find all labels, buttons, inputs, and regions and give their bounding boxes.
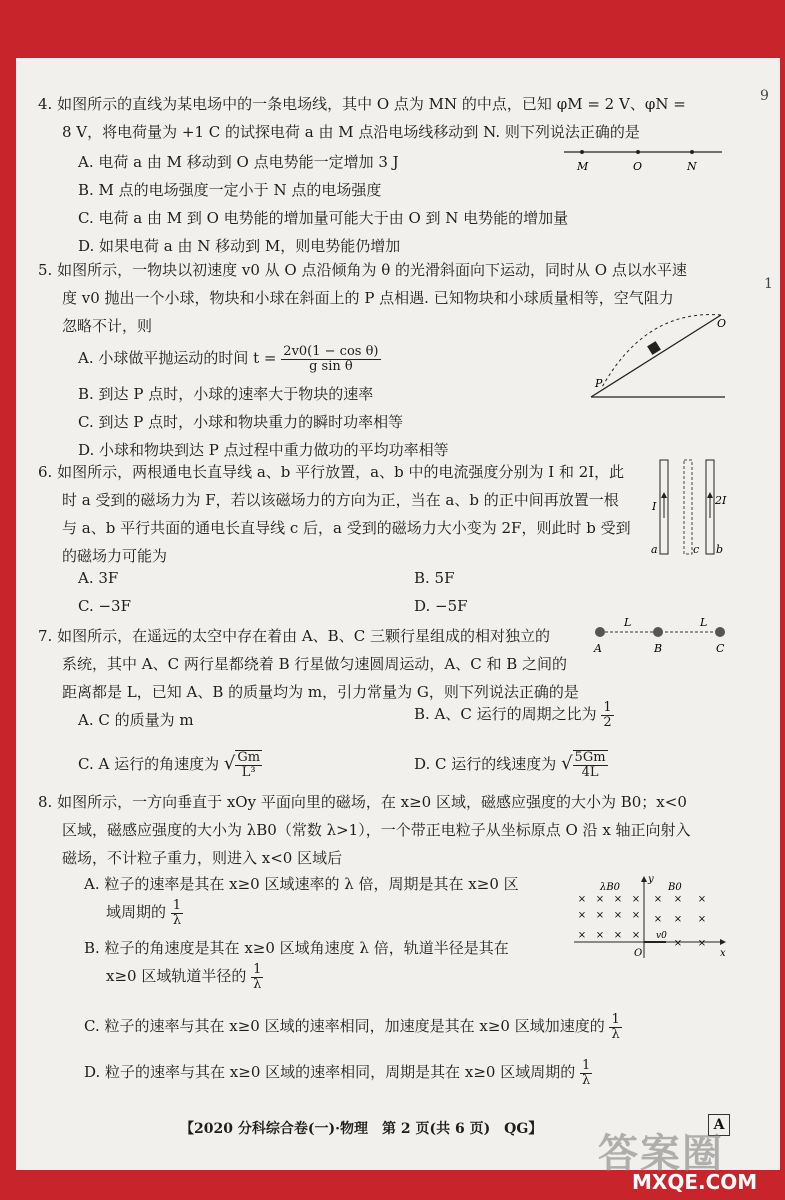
watermark-logo: 答案圈 bbox=[598, 1131, 724, 1177]
planet-a bbox=[595, 627, 605, 637]
label-b0: B0 bbox=[668, 882, 682, 893]
q7-option-b-text: B. A、C 运行的周期之比为 bbox=[414, 705, 597, 723]
fraction-numerator: 1 bbox=[582, 1057, 591, 1073]
label-i: I bbox=[652, 500, 657, 513]
field-cross-mark: × bbox=[673, 894, 683, 905]
label-x: x bbox=[720, 948, 726, 959]
q5-option-c: C. 到达 P 点时，小球和物块重力的瞬时功率相等 bbox=[78, 413, 404, 431]
q7-period-fraction bbox=[601, 701, 613, 730]
q5-option-b: B. 到达 P 点时，小球的速率大于物块的速率 bbox=[78, 385, 374, 403]
arrow-head bbox=[661, 492, 667, 498]
label-c: C bbox=[716, 642, 725, 655]
label-p: P bbox=[595, 377, 603, 390]
sqrt-icon: √ bbox=[561, 753, 573, 774]
q6-stem-line1: 6. 如图所示，两根通电长直导线 a、b 平行放置，a、b 中的电流强度分别为 I 和 2I，此 bbox=[38, 463, 625, 481]
q6-wires-figure bbox=[648, 456, 728, 560]
one-over-lambda bbox=[251, 963, 263, 992]
q5-stem-line3: 忽略不计，则 bbox=[62, 317, 153, 335]
label-2i: 2I bbox=[715, 494, 727, 507]
label-v0: v0 bbox=[656, 931, 667, 941]
sqrt-icon: √ bbox=[223, 753, 236, 774]
q7-stem-line3: 距离都是 L，已知 A、B 的质量均为 m，引力常量为 G，则下列说法正确的是 bbox=[62, 683, 579, 701]
q5-option-d: D. 小球和物块到达 P 点过程中重力做功的平均功率相等 bbox=[78, 441, 449, 459]
label-b: B bbox=[654, 642, 663, 655]
q6-stem-line2: 时 a 受到的磁场力为 F，若以该磁场力的方向为正，当在 a、b 的正中间再放置一根 bbox=[62, 491, 619, 509]
q8-option-d-text: D. 粒子的速率与其在 x≥0 区域的速率相同，周期是其在 x≥0 区域周期的 bbox=[84, 1063, 576, 1081]
q6-option-c: C. −3F bbox=[78, 597, 131, 615]
q7-option-a: A. C 的质量为 m bbox=[78, 711, 194, 729]
q5-stem-line2: 度 v0 抛出一个小球，物块和小球在斜面上的 P 点相遇. 已知物块和小球质量相等，空气阻力 bbox=[62, 289, 674, 307]
label-o: O bbox=[633, 160, 643, 173]
field-cross-mark: × bbox=[631, 930, 641, 941]
q8-option-c bbox=[84, 1012, 622, 1042]
fraction-numerator: 1 bbox=[253, 961, 262, 977]
one-over-lambda bbox=[580, 1059, 592, 1088]
field-cross-mark: × bbox=[653, 914, 663, 925]
q7-planets-figure bbox=[588, 614, 733, 658]
field-cross-mark: × bbox=[595, 910, 605, 921]
q7-stem-line2: 系统，其中 A、C 两行星都绕着 B 行星做匀速圆周运动，A、C 和 B 之间的 bbox=[62, 655, 568, 673]
q8-stem-line3: 磁场，不计粒子重力，则进入 x<0 区域后 bbox=[62, 849, 343, 867]
point-m bbox=[580, 150, 584, 154]
q6-stem-line4: 的磁场力可能为 bbox=[62, 547, 168, 565]
label-c: c bbox=[693, 543, 700, 556]
fraction-denominator: λ bbox=[172, 912, 182, 928]
fraction-denominator: λ bbox=[611, 1026, 620, 1042]
incline-surface bbox=[591, 315, 721, 397]
q8-stem-line1: 8. 如图所示，一方向垂直于 xOy 平面向里的磁场，在 x≥0 区域，磁感应强度的大小为 B0；x<0 bbox=[38, 793, 687, 811]
q7-linear-velocity-fraction bbox=[573, 750, 608, 780]
q8-option-a-line2 bbox=[106, 898, 183, 928]
q6-option-b: B. 5F bbox=[414, 569, 455, 587]
q4-option-c: C. 电荷 a 由 M 到 O 电势能的增加量可能大于由 O 到 N 电势能的增加量 bbox=[78, 209, 569, 227]
fraction-denominator: L³ bbox=[241, 765, 256, 780]
fraction-numerator: 1 bbox=[603, 699, 612, 715]
fraction-numerator: 1 bbox=[172, 897, 182, 913]
q7-option-c bbox=[78, 750, 262, 780]
q5-stem-line1: 5. 如图所示，一物块以初速度 v0 从 O 点沿倾角为 θ 的光滑斜面向下运动，同时从 O 点以水平速 bbox=[38, 261, 687, 279]
q4-field-line-figure bbox=[560, 140, 730, 176]
q7-option-b bbox=[414, 700, 614, 730]
field-cross-mark: × bbox=[697, 914, 707, 925]
field-cross-mark: × bbox=[577, 910, 587, 921]
field-cross-mark: × bbox=[577, 894, 587, 905]
fraction-denominator: g sin θ bbox=[309, 358, 353, 374]
q6-stem-line3: 与 a、b 平行共面的通电长直导线 c 后，a 受到的磁场力大小变为 2F，则此时 b 受到 bbox=[62, 519, 631, 537]
page-edge-mark: 1 bbox=[764, 276, 773, 292]
fraction-numerator: 2v0(1 − cos θ) bbox=[283, 343, 379, 359]
one-over-lambda bbox=[171, 899, 183, 928]
field-cross-mark: × bbox=[577, 930, 587, 941]
q5-option-a bbox=[78, 344, 381, 374]
q4-stem-line1: 4. 如图所示的直线为某电场中的一条电场线，其中 O 点为 MN 的中点，已知 φM = 2 V、φN = bbox=[38, 95, 686, 113]
label-b: b bbox=[716, 543, 724, 556]
label-l: L bbox=[624, 616, 632, 629]
q8-stem-line2: 区域，磁感应强度的大小为 λB0（常数 λ>1），一个带正电粒子从坐标原点 O 沿 x 轴正向射入 bbox=[62, 821, 691, 839]
q8-option-b-text: x≥0 区域轨道半径的 bbox=[106, 967, 247, 985]
q5-option-a-text: A. 小球做平抛运动的时间 t = bbox=[78, 349, 277, 367]
wire-c bbox=[684, 460, 692, 554]
field-cross-mark: × bbox=[595, 930, 605, 941]
q5-time-fraction bbox=[281, 345, 380, 374]
label-y: y bbox=[648, 874, 654, 885]
paper-version-tag: A bbox=[708, 1114, 730, 1136]
field-cross-mark: × bbox=[631, 910, 641, 921]
label-lambda-b0: λB0 bbox=[600, 882, 621, 893]
q5-incline-figure bbox=[585, 305, 735, 405]
fraction-denominator: λ bbox=[253, 976, 262, 992]
q7-option-c-text: C. A 运行的角速度为 bbox=[78, 755, 220, 773]
field-cross-mark: × bbox=[595, 894, 605, 905]
q8-option-b-line1: B. 粒子的角速度是其在 x≥0 区域角速度 λ 倍，轨道半径是其在 bbox=[84, 939, 509, 957]
page-edge-mark: 9 bbox=[760, 88, 769, 104]
field-cross-mark: × bbox=[613, 894, 623, 905]
planet-b bbox=[653, 627, 663, 637]
point-n bbox=[690, 150, 694, 154]
arrow-head bbox=[707, 492, 713, 498]
label-m: M bbox=[577, 160, 589, 173]
field-cross-mark: × bbox=[673, 914, 683, 925]
planet-c bbox=[715, 627, 725, 637]
q7-angular-velocity-fraction bbox=[235, 750, 262, 780]
fraction-denominator: 2 bbox=[603, 714, 612, 730]
q7-option-d-text: D. C 运行的线速度为 bbox=[414, 755, 557, 773]
point-o bbox=[636, 150, 640, 154]
field-cross-mark: × bbox=[613, 910, 623, 921]
q4-option-b: B. M 点的电场强度一定小于 N 点的电场强度 bbox=[78, 181, 382, 199]
field-cross-mark: × bbox=[697, 938, 707, 949]
fraction-denominator: 4L bbox=[581, 765, 599, 780]
fraction-numerator: Gm bbox=[237, 750, 261, 765]
x-axis-arrow bbox=[720, 939, 726, 945]
q8-option-b-line2 bbox=[106, 962, 263, 992]
fraction-numerator: 1 bbox=[611, 1011, 620, 1027]
q8-magnetic-field-figure bbox=[570, 872, 730, 962]
field-cross-mark: × bbox=[653, 894, 663, 905]
q7-stem-line1: 7. 如图所示，在遥远的太空中存在着由 A、B、C 三颗行星组成的相对独立的 bbox=[38, 627, 550, 645]
q8-option-a-text: 域周期的 bbox=[106, 903, 167, 921]
q8-option-d bbox=[84, 1058, 592, 1088]
q4-stem-line2: 8 V，将电荷量为 +1 C 的试探电荷 a 由 M 点沿电场线移动到 N. 则下列说法正确的是 bbox=[62, 123, 640, 141]
field-cross-mark: × bbox=[613, 930, 623, 941]
label-n: N bbox=[687, 160, 697, 173]
one-over-lambda bbox=[609, 1013, 621, 1042]
watermark-url: MXQE.COM bbox=[632, 1170, 758, 1194]
q7-option-d bbox=[414, 750, 608, 780]
label-o: O bbox=[717, 317, 727, 330]
label-a: a bbox=[651, 543, 658, 556]
field-cross-mark: × bbox=[673, 938, 683, 949]
q6-option-d: D. −5F bbox=[414, 597, 468, 615]
fraction-denominator: λ bbox=[582, 1072, 591, 1088]
fraction-numerator: 5Gm bbox=[574, 750, 606, 765]
block bbox=[647, 341, 661, 355]
field-cross-mark: × bbox=[631, 894, 641, 905]
label-a: A bbox=[594, 642, 602, 655]
q4-option-a: A. 电荷 a 由 M 移动到 O 点电势能一定增加 3 J bbox=[78, 153, 399, 171]
y-axis-arrow bbox=[641, 876, 647, 882]
q4-option-d: D. 如果电荷 a 由 N 移动到 M，则电势能仍增加 bbox=[78, 237, 401, 255]
label-o: O bbox=[634, 948, 643, 959]
label-l: L bbox=[700, 616, 708, 629]
q6-option-a: A. 3F bbox=[78, 569, 119, 587]
q8-option-c-text: C. 粒子的速率与其在 x≥0 区域的速率相同，加速度是其在 x≥0 区域加速度的 bbox=[84, 1017, 605, 1035]
page-footer: 【2020 分科综合卷(一)·物理 第 2 页(共 6 页) QG】 bbox=[180, 1121, 543, 1137]
q8-option-a-line1: A. 粒子的速率是其在 x≥0 区域速率的 λ 倍，周期是其在 x≥0 区 bbox=[84, 875, 519, 893]
field-cross-mark: × bbox=[697, 894, 707, 905]
